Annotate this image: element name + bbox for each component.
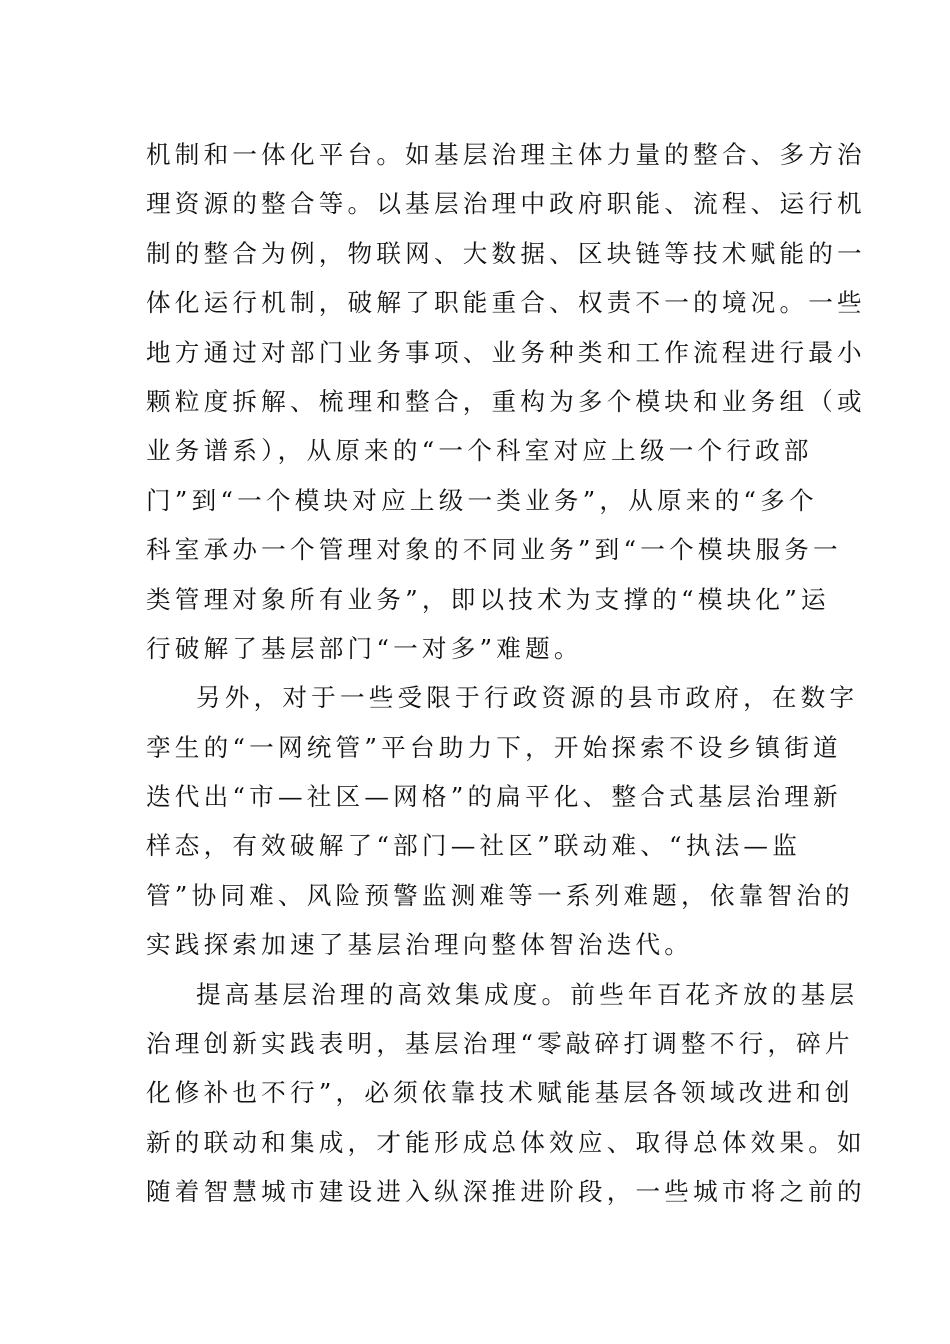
paragraph-1-line-11: 行破解了基层部门“一对多”难题。 bbox=[146, 633, 583, 663]
paragraph-2-line-1: 另外，对于一些受限于行政资源的县市政府，在数字 bbox=[196, 683, 859, 713]
paragraph-2-line-4: 样态，有效破解了“部门—社区”联动难、“执法—监 bbox=[146, 831, 801, 861]
paragraph-2-line-3: 迭代出“市—社区—网格”的扁平化、整合式基层治理新 bbox=[146, 782, 842, 812]
paragraph-1-line-3: 制的整合为例，物联网、大数据、区块链等技术赋能的一 bbox=[146, 238, 866, 268]
paragraph-1-line-8: 门”到“一个模块对应上级一类业务”，从原来的“多个 bbox=[146, 485, 818, 515]
paragraph-3-line-3: 化修补也不行”，必须依靠技术赋能基层各领域改进和创 bbox=[146, 1078, 854, 1108]
paragraph-1-line-2: 理资源的整合等。以基层治理中政府职能、流程、运行机 bbox=[146, 189, 866, 219]
paragraph-1-line-9: 科室承办一个管理对象的不同业务”到“一个模块服务一 bbox=[146, 535, 842, 565]
paragraph-1-line-1: 机制和一体化平台。如基层治理主体力量的整合、多方治 bbox=[146, 140, 866, 169]
paragraph-3-line-1: 提高基层治理的高效集成度。前些年百花齐放的基层 bbox=[196, 979, 859, 1009]
paragraph-3-line-2: 治理创新实践表明，基层治理“零敲碎打调整不行，碎片 bbox=[146, 1029, 854, 1059]
paragraph-2-line-2: 孪生的“一网统管”平台助力下，开始探索不设乡镇街道 bbox=[146, 732, 842, 762]
paragraph-1-line-4: 体化运行机制，破解了职能重合、权责不一的境况。一些 bbox=[146, 288, 866, 318]
paragraph-1-line-10: 类管理对象所有业务”，即以技术为支撑的“模块化”运 bbox=[146, 584, 830, 614]
paragraph-1-line-5: 地方通过对部门业务事项、业务种类和工作流程进行最小 bbox=[146, 337, 866, 367]
paragraph-3-line-5: 随着智慧城市建设进入纵深推进阶段，一些城市将之前的 bbox=[146, 1177, 866, 1207]
paragraph-2-line-6: 实践探索加速了基层治理向整体智治迭代。 bbox=[146, 930, 694, 960]
paragraph-1-line-6: 颗粒度拆解、梳理和整合，重构为多个模块和业务组（或 bbox=[146, 386, 866, 416]
body-text bbox=[146, 130, 866, 1217]
paragraph-2-line-5: 管”协同难、风险预警监测难等一系列难题，依靠智治的 bbox=[146, 880, 854, 910]
paragraph-1-line-7: 业务谱系），从原来的“一个科室对应上级一个行政部 bbox=[146, 436, 813, 466]
paragraph-3-line-4: 新的联动和集成，才能形成总体效应、取得总体效果。如 bbox=[146, 1127, 866, 1157]
